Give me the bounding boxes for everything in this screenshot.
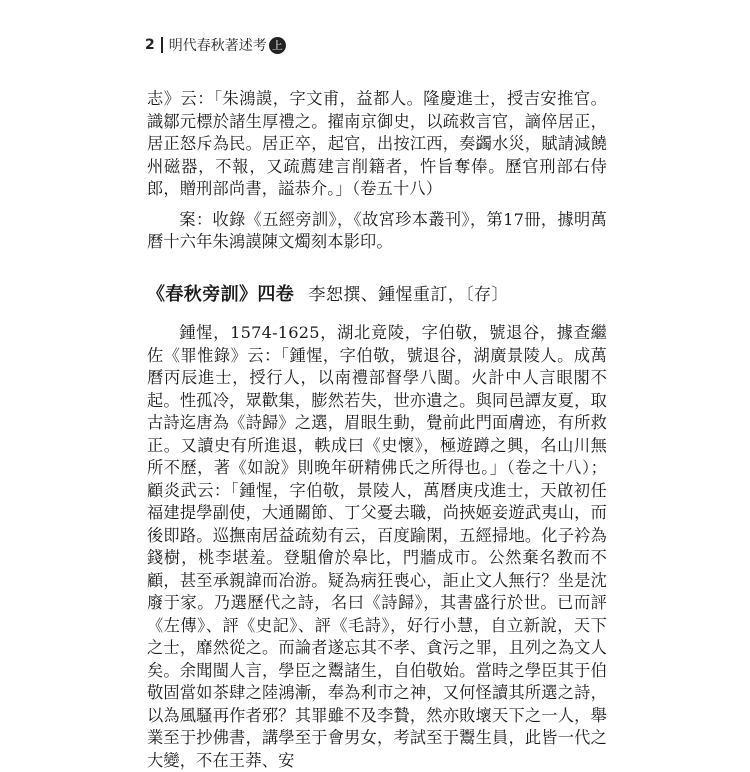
page-number: 2 — [145, 37, 155, 53]
paragraph-2: 案：收錄《五經旁訓》，《故宮珍本叢刊》，第17冊，據明萬曆十六年朱鴻謨陳文燭刻本影印。 — [147, 209, 607, 251]
entry-heading — [147, 284, 607, 307]
book-title: 明代春秋著述考 — [168, 38, 267, 54]
paragraph-3: 鍾惺，1574-1625，湖北竟陵，字伯敬，號退谷，據查繼佐《罪惟錄》云：「鍾惺，字伯敬，號退谷，湖廣景陵人。成萬曆丙辰進士，授行人，以南禮部督學八閩。火計中人言眼閣不起。性孤冷，眾歡集，膨然若失，世亦遺之。與同邑譚友夏，取古詩迄唐為《詩歸》之選，眉眼生動，覺前此門面膚迹，有所救正。又讀史有所進退，軼成曰《史懷》，極遊蹲之興，名山川無所不歷，著《如說》則晚年研精佛氏之所得也。」（卷之十八）；顧炎武云：「鍾惺，字伯敬，景陵人，萬曆庚戌進士，天啟初任福建提學副使，大通關節、丁父憂去職，尚挾姬妾遊武夷山，而後即路。巡撫南居益疏劾有云，百度踰閑，五經掃地。化子衿為錢樹，桃李堪羞。登駔儈於皋比，門牆成市。公然棄名教而不顧，甚至承親諱而冶游。疑為病狂喪心，詎止文人無行？坐是沈廢于家。乃選歷代之詩，名曰《詩歸》，其書盛行於世。已而評《左傳》、評《史記》、評《毛詩》，好行小慧，自立新說，天下之士，靡然從之。而論者遂忘其不孝、貪污之罪，且列之為文人矣。余聞閩人言，學臣之鬻諸生，自伯敬始。當時之學臣其于伯敬固當如茶肆之陸鴻漸，奉為利市之神，又何怪讀其所選之詩，以為風騷再作者邪？其罪雖不及李贄，然亦敗壞天下之一人，舉業至于抄佛書，講學至于會男女，考試至于鬻生員，此皆一代之大變，不在王莽、安 — [147, 323, 607, 770]
volume-badge: 上 — [269, 37, 286, 54]
running-head — [145, 34, 286, 56]
entry-authors: 李恕撰、鍾惺重訂，〔存〕 — [308, 284, 509, 305]
entry-title: 《春秋旁訓》四卷 — [147, 283, 295, 305]
header-divider — [161, 37, 163, 53]
body-text — [147, 88, 607, 772]
paragraph-1: 志》云：「朱鴻謨，字文甫，益都人。隆慶進士，授吉安推官。識鄒元標於諸生厚禮之。擢南京御史，以疏救言官，謫倅居正，居正怒斥為民。居正卒，起官，出按江西，奏蠲水災，賦請減饒州磁器，不報，又疏薦建言削籍者，忤旨奪俸。歷官刑部右侍郎，贈刑部尚書，謚恭介。」（卷五十八） — [147, 89, 607, 198]
